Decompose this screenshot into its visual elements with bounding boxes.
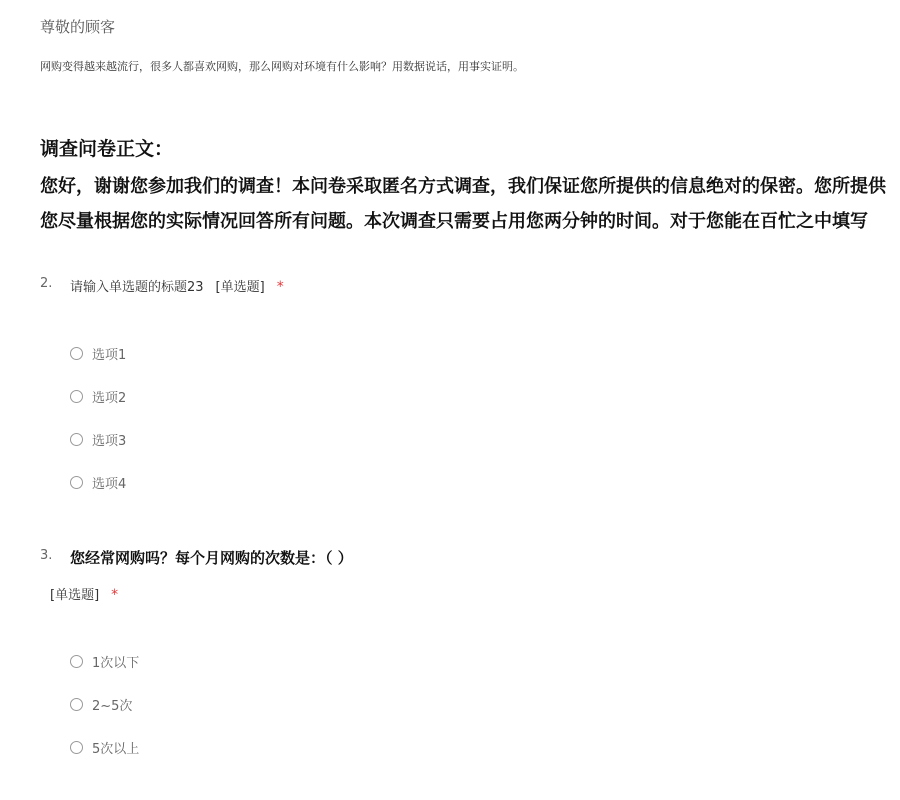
option-label: 选项4 [92,476,127,492]
question-title: 请输入单选题的标题23 [70,280,204,295]
greeting-text: 尊敬的顾客 [40,18,116,36]
option-radio[interactable] [70,387,126,405]
radio-circle-icon[interactable] [70,698,83,711]
intro-line-2: 您尽量根据您的实际情况回答所有问题。本次调查只需要占用您两分钟的时间。对于您能在百忙之中填写 [40,211,868,232]
option-label: 选项3 [92,433,127,449]
intro-line-1: 您好，谢谢您参加我们的调查！本问卷采取匿名方式调查，我们保证您所提供的信息绝对的保密。您所提供 [40,176,886,197]
survey-description: 网购变得越来越流行，很多人都喜欢网购，那么网购对环境有什么影响？用数据说话，用事实证明。 [40,60,524,73]
option-radio[interactable] [70,695,132,713]
option-radio[interactable] [70,344,126,362]
option-label: 2~5次 [92,698,133,714]
question-type: [单选题] [215,280,265,295]
radio-circle-icon[interactable] [70,390,83,403]
question-number: 2. [40,276,53,291]
option-radio[interactable] [70,652,139,670]
option-label: 选项1 [92,347,127,363]
option-radio[interactable] [70,473,126,491]
required-star: * [111,587,119,603]
radio-circle-icon[interactable] [70,476,83,489]
question-number: 3. [40,548,53,563]
radio-circle-icon[interactable] [70,433,83,446]
radio-circle-icon[interactable] [70,741,83,754]
question-type: [单选题] [50,588,100,603]
option-label: 选项2 [92,390,127,406]
intro-heading: 调查问卷正文： [40,138,174,160]
option-radio[interactable] [70,738,139,756]
radio-circle-icon[interactable] [70,347,83,360]
question-title: 您经常网购吗？每个月网购的次数是：（ ） [70,549,353,567]
option-label: 5次以上 [92,741,140,757]
option-label: 1次以下 [92,655,140,671]
required-star: * [276,279,284,295]
question-title-row [70,276,284,295]
radio-circle-icon[interactable] [70,655,83,668]
option-radio[interactable] [70,430,126,448]
question-type-row [50,584,118,603]
